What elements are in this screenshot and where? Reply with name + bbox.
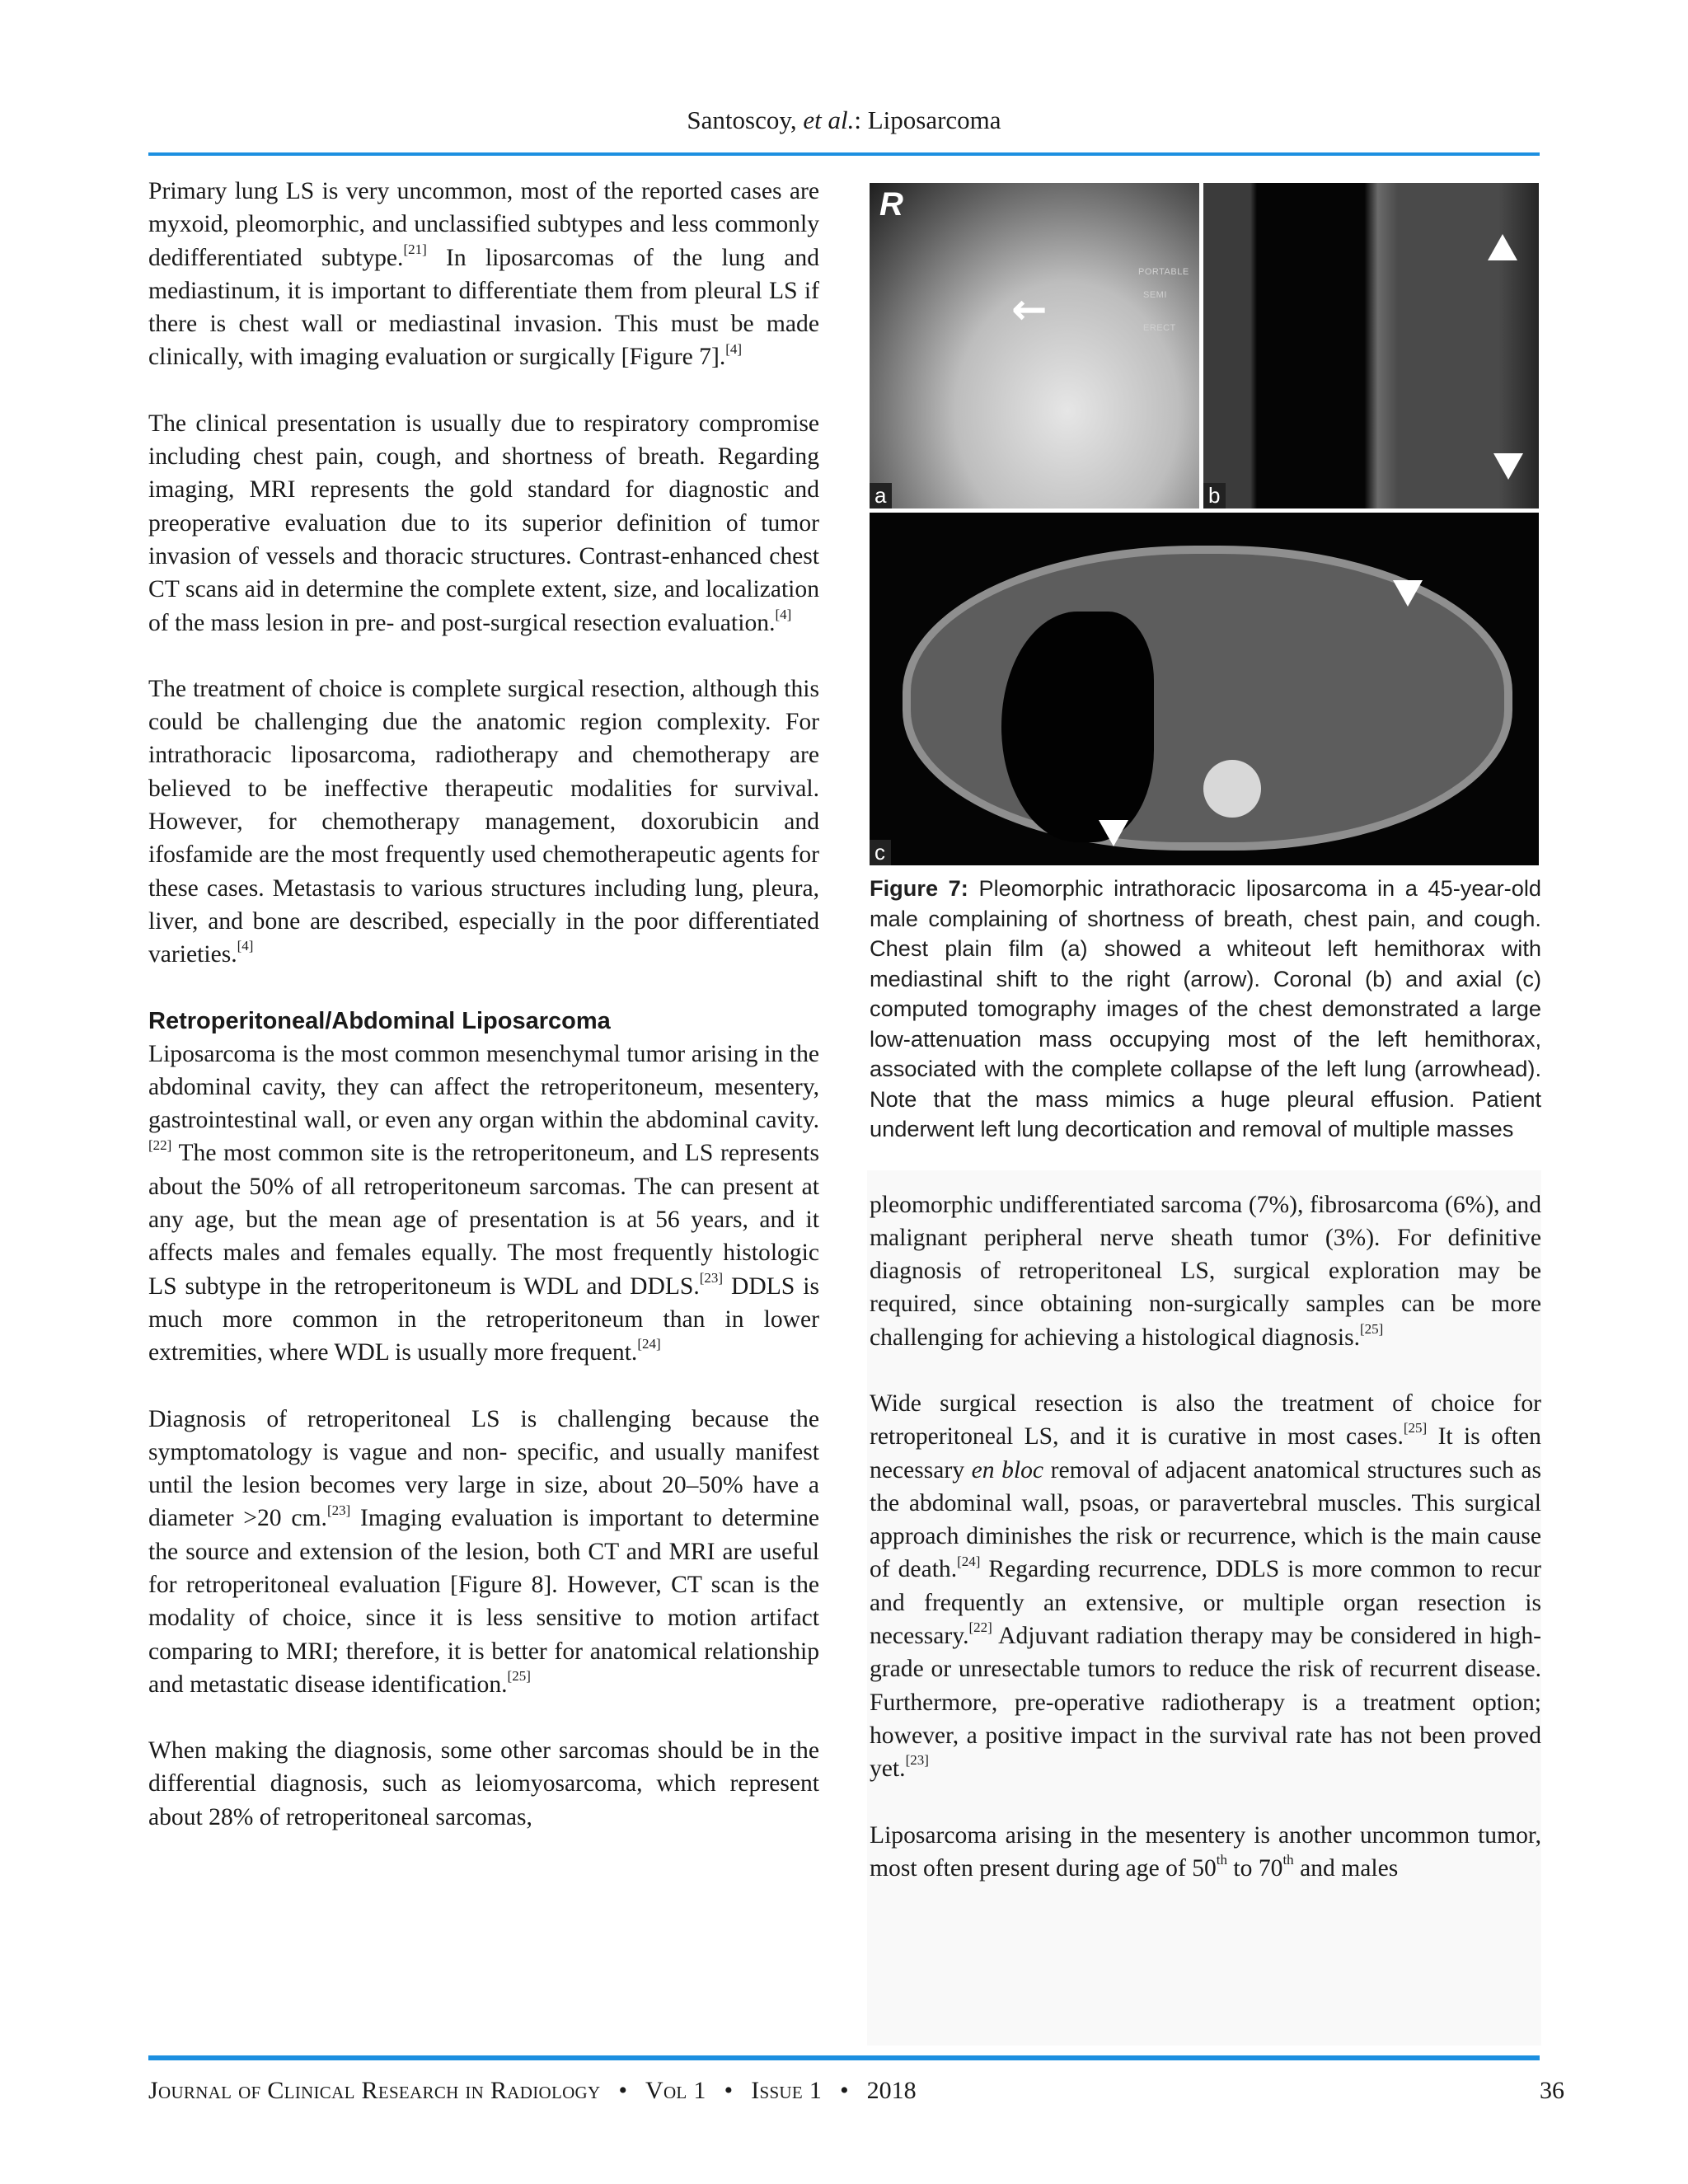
paragraph-wide-resection <box>870 1387 1541 1786</box>
citation[interactable]: [23] <box>905 1752 929 1769</box>
text: The most common site is the retroperitoneum, and LS represents about the 50% of all retroperitoneum sarcomas. The can present at any age, but the mean age of presentation is at 56 years, and it affects males and females equally. The most frequently histologic LS subtype in the retroperitoneum is WDL and DDLS. <box>148 1140 819 1300</box>
text: Imaging evaluation is important to determine the source and extension of the lesion, both CT and MRI are useful for retroperitoneal evaluation [Figure 8]. However, CT scan is the modality of choice, since it is less sensitive to motion artifact comparing to MRI; therefore, it is better for anatomical relationship and metastatic disease identification. <box>148 1505 819 1698</box>
paragraph-treatment <box>148 673 819 972</box>
separator: • <box>840 2077 849 2104</box>
header-rule <box>148 152 1540 156</box>
arrowhead-down-icon <box>1493 453 1523 480</box>
overlay-portable: PORTABLE <box>1138 267 1189 277</box>
ordinal-suffix: th <box>1282 1851 1294 1868</box>
text: Liposarcoma is the most common mesenchymal tumor arising in the abdominal cavity, they can affect the retroperitoneum, mesentery, gastrointestinal wall, or even any organ within the abdominal cavity. <box>148 1040 819 1134</box>
italic-term: en bloc <box>971 1456 1044 1483</box>
panel-label-c: c <box>870 840 891 865</box>
ordinal-suffix: th <box>1216 1851 1228 1868</box>
journal-name: Journal of Clinical Research in Radiology <box>148 2077 601 2104</box>
arrowhead-up-icon <box>1488 234 1517 260</box>
figure-panel-b-coronal-ct[interactable] <box>1203 183 1539 509</box>
citation[interactable]: [23] <box>326 1502 351 1518</box>
text: Adjuvant radiation therapy may be considered in high-grade or unresectable tumors to reduce the risk of recurrent disease. Furthermore, pre-operative radiotherapy is a treatment option; however, a positive impact in the survival rate has not been proved yet. <box>870 1623 1541 1783</box>
citation[interactable]: [4] <box>775 606 792 622</box>
text: It is often necessary <box>870 1423 1541 1483</box>
text: Liposarcoma arising in the mesentery is another uncommon tumor, most often present during age of 50 <box>870 1821 1541 1882</box>
citation[interactable]: [22] <box>148 1137 172 1153</box>
caption-text: Pleomorphic intrathoracic liposarcoma in a 45-year-old male complaining of shortness of breath, chest pain, and cough. Chest plain film (a) showed a whiteout left hemithorax with mediastinal shift to the right (arrow). Coronal (b) and axial (c) computed tomography images of the chest demonstrated a large low-attenuation mass occupying most of the left hemithorax, associated with the complete collapse of the left lung (arrowhead). Note that the mass mimics a huge pleural effusion. Patient underwent left lung decortication and removal of multiple masses <box>870 875 1541 1141</box>
side-marker-r: R <box>879 186 903 223</box>
text: removal of adjacent anatomical structures such as the abdominal wall, psoas, or paravertebral muscles. This surgical approach diminishes the risk or recurrence, which is the main cause of death. <box>870 1456 1541 1583</box>
citation[interactable]: [4] <box>237 938 254 954</box>
arrowhead-down-icon <box>1099 820 1128 846</box>
citation[interactable]: [21] <box>403 241 427 257</box>
journal-info <box>148 2077 917 2105</box>
paragraph-differential <box>148 1734 819 1834</box>
text: DDLS is much more common in the retroperitoneum than in lower extremities, where WDL is usually more frequent. <box>148 1272 819 1366</box>
overlay-semi-erect: SEMI ERECT <box>1143 290 1176 334</box>
running-head-etal: et al. <box>803 105 855 134</box>
paragraph-retroperitoneal-intro <box>148 1038 819 1370</box>
citation[interactable]: [22] <box>968 1619 992 1636</box>
separator: • <box>724 2077 734 2104</box>
text: In liposarcomas of the lung and mediastinum, it is important to differentiate them from pleural LS if there is chest wall or mediastinal invasion. This must be made clinically, with imaging evaluation or surgically [Figure 7]. <box>148 244 819 371</box>
figure-7 <box>870 183 1539 865</box>
citation[interactable]: [24] <box>637 1336 661 1352</box>
paragraph-diagnosis <box>148 1403 819 1702</box>
citation[interactable]: [24] <box>957 1553 981 1569</box>
left-column <box>148 175 819 1834</box>
text: The treatment of choice is complete surgical resection, although this could be challenging due the anatomic region complexity. For intrathoracic liposarcoma, radiotherapy and chemotherapy are believed to be ineffective therapeutic modalities for survival. However, for chemotherapy management, doxorubicin and ifosfamide are the most frequently used chemotherapeutic agents for these cases. Metastasis to various structures including lung, pleura, liver, and bone are described, especially in the poor differentiated varieties. <box>148 675 819 968</box>
figure-panel-c-axial-ct[interactable] <box>870 513 1539 865</box>
arrowhead-down-icon <box>1393 580 1423 607</box>
paragraph-clinical-presentation <box>148 407 819 640</box>
caption-label: Figure 7: <box>870 875 968 901</box>
running-head-title: : Liposarcoma <box>854 105 1001 134</box>
ct-right-lung <box>1001 612 1154 842</box>
text: pleomorphic undifferentiated sarcoma (7%), fibrosarcoma (6%), and malignant peripheral nerve sheath tumor (3%). For definitive diagnosis of retroperitoneal LS, surgical exploration may be required, since obtaining non-surgically samples can be more challenging for achieving a histological diagnosis. <box>870 1191 1541 1351</box>
text: Primary lung LS is very uncommon, most of the reported cases are myxoid, pleomorphic, and unclassified subtypes and less commonly dedifferentiated subtype. <box>148 178 819 271</box>
volume: Vol 1 <box>645 2077 706 2104</box>
figure-panel-a-xray[interactable] <box>870 183 1199 509</box>
paragraph-mesentery <box>870 1819 1541 1886</box>
text: Regarding recurrence, DDLS is more common to recur and frequently an extensive, or multiple organ resection is necessary. <box>870 1556 1541 1650</box>
text: and males <box>1293 1854 1399 1882</box>
text: When making the diagnosis, some other sarcomas should be in the differential diagnosis, such as leiomyosarcoma, which represent about 28% of retroperitoneal sarcomas, <box>148 1737 819 1830</box>
right-column <box>867 183 1541 1885</box>
page-number: 36 <box>1540 2077 1564 2104</box>
issue: Issue 1 <box>751 2077 823 2104</box>
citation[interactable]: [4] <box>725 340 743 357</box>
text: to 70 <box>1227 1854 1283 1882</box>
running-head-author: Santoscoy, <box>687 105 797 134</box>
panel-label-b: b <box>1203 483 1226 509</box>
running-head <box>0 105 1688 135</box>
year: 2018 <box>866 2077 917 2104</box>
citation[interactable]: [25] <box>1360 1320 1384 1337</box>
paragraph-lung-ls <box>148 175 819 374</box>
panel-label-a: a <box>870 483 892 509</box>
footer-rule <box>148 2055 1540 2060</box>
text: Diagnosis of retroperitoneal LS is challenging because the symptomatology is vague and non- specific, and usually manifest until the lesion becomes very large in size, about 20–50% have a diameter >20 cm. <box>148 1405 819 1532</box>
figure-caption <box>870 874 1541 1145</box>
left-arrow-icon: ← <box>1011 285 1048 335</box>
citation[interactable]: [25] <box>507 1668 531 1685</box>
separator: • <box>618 2077 627 2104</box>
section-heading: Retroperitoneal/Abdominal Liposarcoma <box>148 1007 611 1034</box>
paragraph-other-sarcomas <box>870 1188 1541 1354</box>
citation[interactable]: [25] <box>1403 1420 1428 1436</box>
ct-vertebra <box>1203 760 1261 818</box>
page-footer <box>148 2077 1564 2105</box>
text: The clinical presentation is usually due to respiratory compromise including chest pain, cough, and shortness of breath. Regarding imaging, MRI represents the gold standard for diagnostic and preoperative evaluation due to its superior definition of tumor invasion of vessels and thoracic structures. Contrast-enhanced chest CT scans aid in determine the complete extent, size, and localization of the mass lesion in pre- and post-surgical resection evaluation. <box>148 410 819 636</box>
text: Wide surgical resection is also the treatment of choice for retroperitoneal LS, and it is curative in most cases. <box>870 1390 1541 1451</box>
citation[interactable]: [23] <box>699 1269 724 1286</box>
